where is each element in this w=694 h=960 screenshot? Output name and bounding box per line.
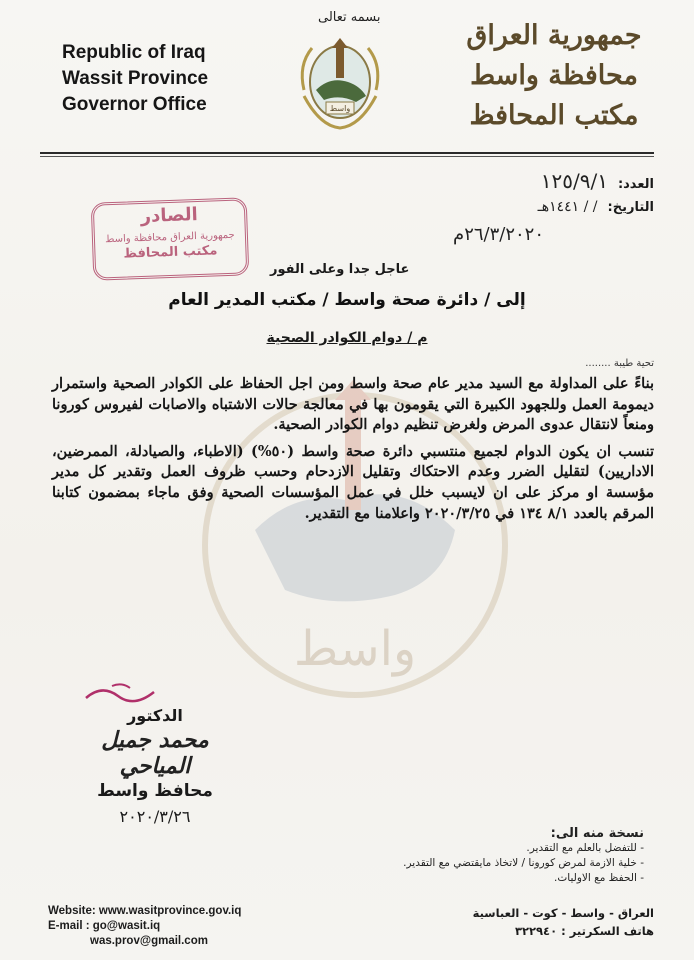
letterhead-ar-office: مكتب المحافظ [469, 100, 639, 131]
stamp-title: الصادر [140, 204, 199, 228]
copies-item: - الحفظ مع الاوليات. [314, 871, 644, 886]
letterhead-line-country: Republic of Iraq [62, 42, 206, 63]
signature-scribble [82, 680, 162, 706]
svg-text:واسط: واسط [329, 104, 351, 113]
footer-phone: هاتف السكرتير : ٣٢٢٩٤٠ [514, 924, 654, 938]
body-paragraph-1: بناءً على المداولة مع السيد مدير عام صحة واسط ومن اجل الحفاظ على الكوادر الصحية واستمرار ديمومة العمل وللجهود الكبيرة التي يقومون بها في معالجة حالات الاشتباه والاصابات لفيروس كورونا ومنعاً لانتقال عدوى المرض ولغرض تنظيم دوام الكوادر الصحية. [52, 375, 654, 434]
footer-email: E-mail : go@wasit.iq [48, 920, 161, 932]
footer-website: Website: www.wasitprovince.gov.iq [48, 905, 242, 917]
copies-item: - خلية الازمة لمرض كورونا / لاتخاذ مايقتضي مع التقدير. [314, 856, 644, 871]
wasit-emblem-logo [290, 30, 390, 140]
copies-list [314, 826, 644, 886]
footer-contact-english [48, 904, 241, 949]
body-paragraph-2: تنسب ان يكون الدوام لجميع منتسبي دائرة صحة واسط (٥٠%) (الاطباء، والصيادلة، الممرضين، الاداريين) لتقليل الضرر وعدم الاحتكاك وتقليل الازدحام وحسب ظروف العمل وتقدير كل مدير مؤسسة او مركز على ان لايسبب خلل في عمل المؤسسات الصحية وفق ماجاء بمضمون كتابنا المرقم بالعدد ٨/١ ١٣٤ في ٢٠٢٠/٣/٢٥ واعلامنا مع التقدير. [52, 442, 654, 522]
letterhead-line-office: Governor Office [62, 94, 207, 115]
stamp-line-3: مكتب المحافظ [123, 243, 218, 262]
subject-line: م / دوام الكوادر الصحية [266, 330, 428, 346]
footer-contact-arabic [473, 904, 654, 940]
number-value: ١٢٥/٩/١ [540, 169, 608, 193]
english-letterhead [62, 40, 208, 118]
footer-address: العراق - واسط - كوت - العباسية [472, 906, 654, 920]
basmala: بسمه تعالى [318, 10, 381, 25]
number-row [538, 170, 654, 196]
copies-label: نسخة منه الى: [550, 826, 644, 841]
letterhead-ar-province: محافظة واسط [470, 60, 638, 91]
outgoing-stamp [91, 197, 250, 280]
signer-name: محمد جميل المياحي [101, 727, 209, 779]
signer-title: محافظ واسط [97, 781, 213, 801]
date-label: التاريخ: [607, 200, 654, 215]
urgency-note: عاجل جدا وعلى الفور [270, 262, 410, 277]
svg-text:واسط: واسط [293, 621, 417, 677]
number-label: العدد: [617, 177, 654, 192]
gregorian-date: ٢٦/٣/٢٠٢٠م [453, 224, 544, 245]
letterhead-line-province: Wassit Province [62, 68, 209, 89]
letterhead-ar-country: جمهورية العراق [466, 20, 642, 51]
signature-block [70, 706, 240, 826]
hijri-date: / / ١٤٤١هـ [537, 199, 598, 215]
copies-item: - للتفضل بالعلم مع التقدير. [314, 841, 644, 856]
addressee: إلى / دائرة صحة واسط / مكتب المدير العام [168, 290, 526, 310]
signature-date: ٢٠٢٠/٣/٢٦ [119, 807, 191, 826]
letter-meta [453, 169, 654, 245]
footer-email-alt: was.prov@gmail.com [90, 935, 208, 947]
header-divider-thin [40, 156, 654, 157]
date-row [538, 196, 654, 219]
header-divider [40, 152, 654, 154]
signer-honorific: الدكتور [127, 706, 183, 725]
arabic-letterhead [459, 16, 649, 136]
letter-body [52, 374, 654, 524]
stamp-line-2: جمهورية العراق محافظة واسط [104, 229, 235, 246]
greeting: تحية طيبة ........ [585, 358, 654, 369]
